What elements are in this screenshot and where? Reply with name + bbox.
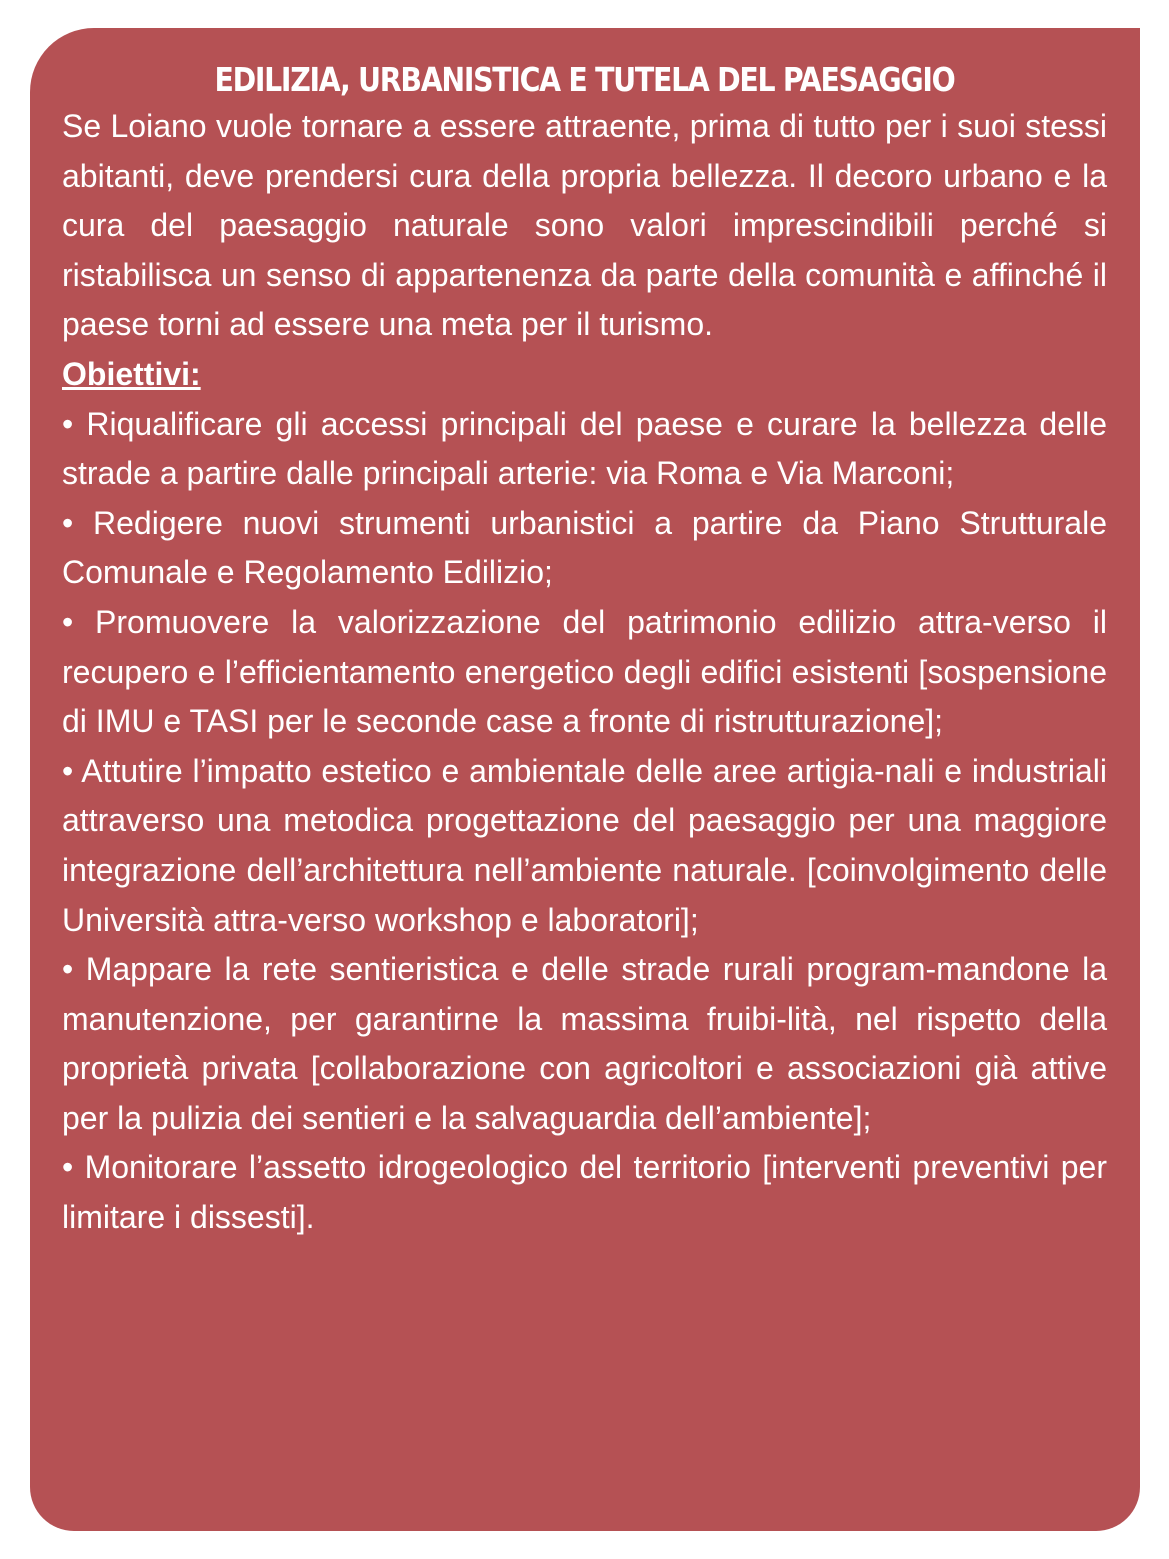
objective-text: Promuovere la valorizzazione del patrimonio edilizio attra-verso il recupero e l’efficientamento energetico degli edifici esistenti [sospensione di IMU e TASI per le seconde case a fronte di ristrutturazione]; [62,603,1108,740]
panel-title: EDILIZIA, URBANISTICA E TUTELA DEL PAESAGGIO [214,60,955,99]
objective-text: Riqualificare gli accessi principali del paese e curare la bellezza delle strade a partire dalle principali arterie: via Roma e Via Marconi; [62,405,1108,492]
bullet-icon: • [62,951,74,988]
objectives-list [62,400,1107,1243]
objective-item [62,747,1107,945]
objective-item [62,1143,1107,1242]
objective-item [62,598,1107,747]
objective-item [62,499,1107,598]
intro-paragraph: Se Loiano vuole tornare a essere attraente, prima di tutto per i suoi stessi abitanti, deve prendersi cura della propria bellezza. Il decoro urbano e la cura del paesaggio naturale sono valori imprescindibili perché si ristabilisca un senso di appartenenza da parte della comunità e affinché il paese torni ad essere una meta per il turismo. [62,108,1107,343]
objectives-heading: Obiettivi: [62,355,201,392]
bullet-icon: • [62,603,74,640]
objective-text: Redigere nuovi strumenti urbanistici a partire da Piano Strutturale Comunale e Regolamento Edilizio; [62,504,1108,591]
objective-text: Mappare la rete sentieristica e delle strade rurali program-mandone la manutenzione, per garantirne la massima fruibi-lità, nel rispetto della proprietà privata [collaborazione con agricoltori e associazioni già attive per la pulizia dei sentieri e la salvaguardia dell’ambiente]; [62,951,1108,1136]
bullet-icon: • [62,504,74,541]
bullet-icon: • [62,405,74,442]
objective-item [62,945,1107,1143]
objective-text: Monitorare l’assetto idrogeologico del territorio [interventi preventivi per limitare i dissesti]. [62,1149,1108,1236]
objective-item [62,400,1107,499]
objective-text: Attutire l’impatto estetico e ambientale delle aree artigia-nali e industriali attraverso una metodica progettazione del paesaggio per una maggiore integrazione dell’architettura nell’ambiente naturale. [coinvolgimento delle Università attra-verso workshop e laboratori]; [62,752,1108,938]
bullet-icon: • [62,752,74,789]
bullet-icon: • [62,1149,74,1186]
content-panel [30,28,1140,1531]
